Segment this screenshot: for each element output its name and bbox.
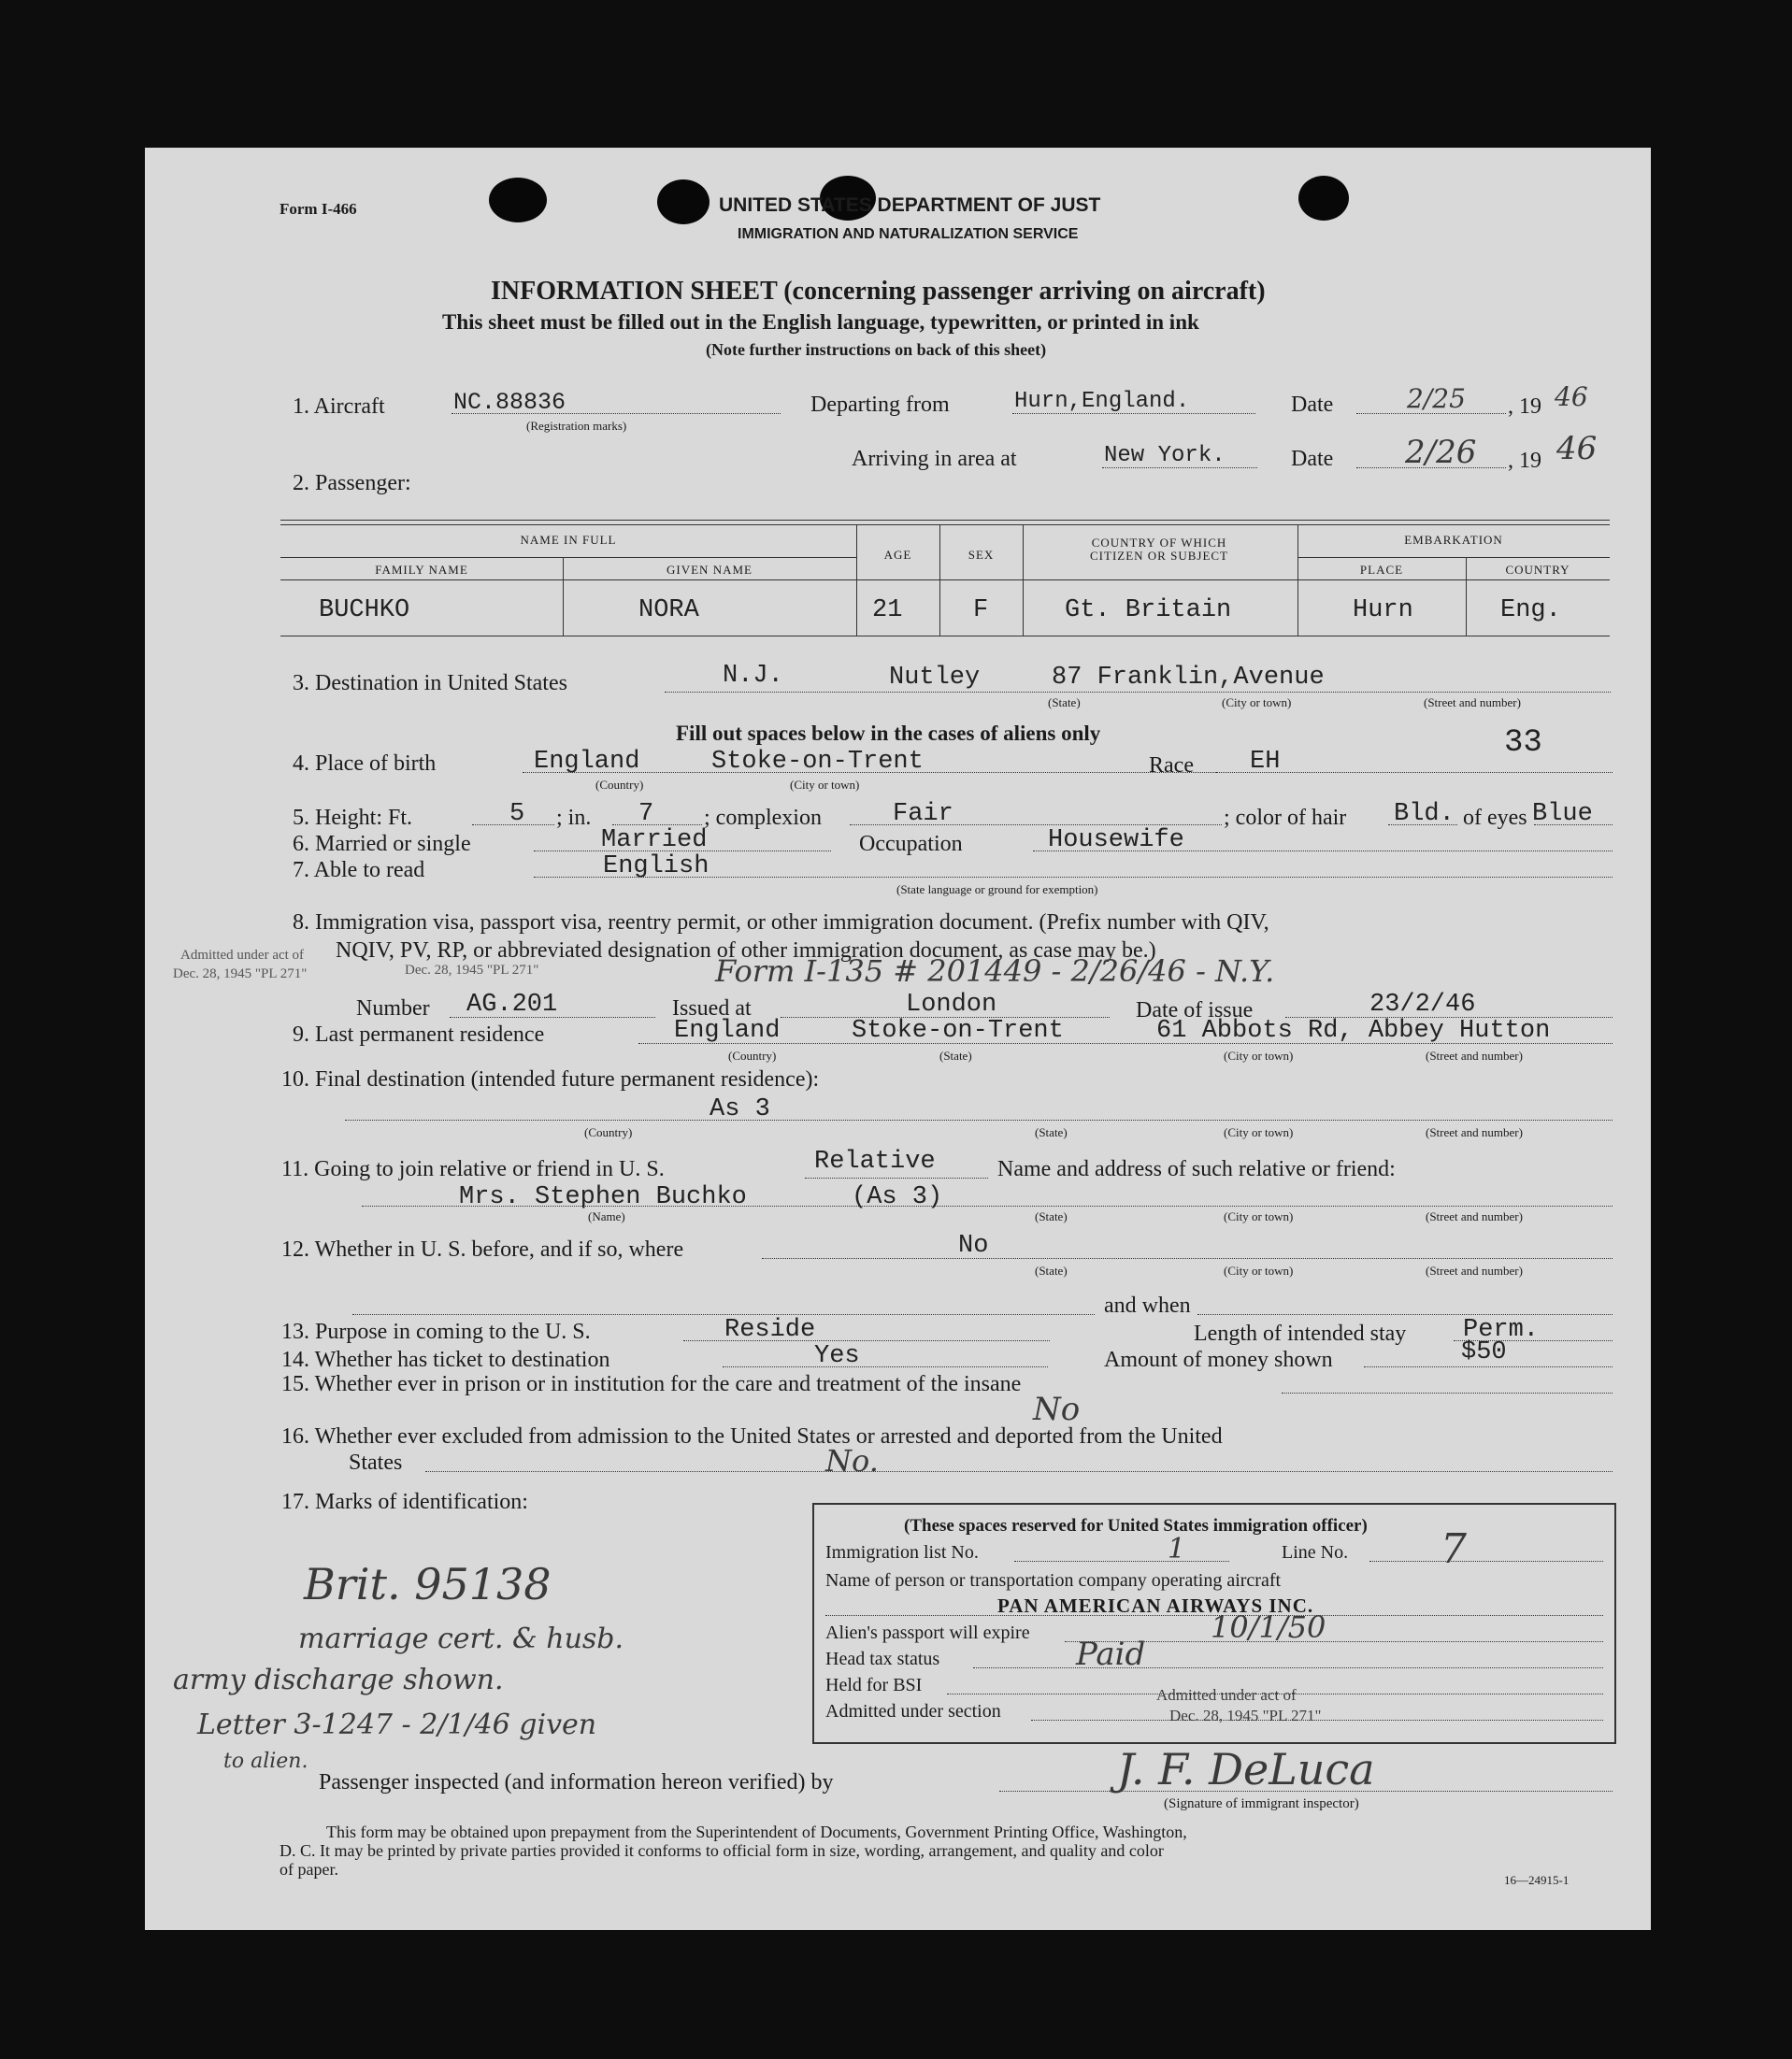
race-value: EH: [1250, 748, 1281, 776]
previous-visit-city-caption: (City or town): [1224, 1264, 1294, 1278]
excluded-question-line2: States: [349, 1451, 403, 1475]
age-header: AGE: [883, 548, 912, 562]
document-number-label: Number: [356, 996, 430, 1021]
aircraft-label: 1. Aircraft: [293, 394, 385, 419]
birthplace-label: 4. Place of birth: [293, 751, 437, 776]
race-label: Race: [1149, 753, 1194, 778]
relative-city-caption: (City or town): [1224, 1209, 1294, 1223]
money-value: $50: [1461, 1338, 1507, 1366]
arrival-date-label: Date: [1291, 447, 1334, 471]
footer-line-3: of paper.: [280, 1860, 338, 1879]
last-residence-state: Stoke-on-Trent: [852, 1017, 1064, 1045]
document-question-line2: NQIV, PV, RP, or abbreviated designation of other immigration document, as case may be.): [336, 938, 1156, 963]
issued-at-label: Issued at: [672, 996, 752, 1021]
previous-visit-street-caption: (Street and number): [1426, 1264, 1523, 1278]
final-destination-street-caption: (Street and number): [1426, 1125, 1523, 1139]
money-label: Amount of money shown: [1104, 1348, 1333, 1372]
form-note: (Note further instructions on back of this sheet): [706, 340, 1047, 359]
last-residence-street: 61 Abbots Rd, Abbey Hutton: [1156, 1017, 1551, 1045]
last-residence-city-caption: (City or town): [1224, 1049, 1294, 1063]
punch-hole-middle: [657, 179, 710, 224]
sex-header: SEX: [968, 548, 995, 562]
final-destination-city-caption: (City or town): [1224, 1125, 1294, 1139]
occupation-label: Occupation: [859, 832, 963, 856]
given-name-header: GIVEN NAME: [667, 563, 753, 577]
service-name: IMMIGRATION AND NATURALIZATION SERVICE: [738, 226, 1079, 242]
aircraft-value: NC.88836: [453, 389, 566, 416]
operator-name: PAN AMERICAN AIRWAYS INC.: [997, 1594, 1314, 1617]
destination-label: 3. Destination in United States: [293, 671, 567, 695]
operator-label: Name of person or transportation company operating aircraft: [825, 1570, 1282, 1591]
punch-hole-left: [489, 178, 547, 222]
arrival-year-prefix: , 19: [1508, 449, 1541, 473]
relative-address: (As 3): [852, 1183, 943, 1211]
department-name: UNITED STATES DEPARTMENT OF JUST: [719, 194, 1101, 216]
embarkation-header: EMBARKATION: [1404, 533, 1503, 547]
final-destination-value: As 3: [710, 1095, 770, 1123]
arrival-date: 2/26: [1405, 434, 1477, 471]
previous-us-visit-label: 12. Whether in U. S. before, and if so, where: [281, 1237, 684, 1262]
inspector-signature: J. F. DeLuca: [1117, 1744, 1375, 1794]
form-title: INFORMATION SHEET (concerning passenger arriving on aircraft): [491, 277, 1266, 306]
relative-friend-label: 11. Going to join relative or friend in U. S.: [281, 1157, 665, 1181]
read-ability-label: 7. Able to read: [293, 858, 425, 882]
officer-box-title: (These spaces reserved for United States immigration officer): [904, 1516, 1368, 1536]
complexion-label: ; complexion: [704, 806, 822, 830]
departing-value: Hurn,England.: [1014, 389, 1190, 414]
officer-reserved-box: [812, 1503, 1616, 1744]
admitted-stamp-middle: Dec. 28, 1945 "PL 271": [405, 963, 539, 978]
relative-street-caption: (Street and number): [1426, 1209, 1523, 1223]
head-tax-label: Head tax status: [825, 1649, 940, 1669]
last-residence-street-caption: (Street and number): [1426, 1049, 1523, 1063]
admitted-stamp-left-1: Admitted under act of: [180, 948, 305, 963]
name-in-full-header: NAME IN FULL: [520, 533, 617, 547]
height-feet-label: 5. Height: Ft.: [293, 806, 413, 830]
last-residence-country: England: [674, 1017, 781, 1045]
line-number: 7: [1441, 1525, 1467, 1573]
identification-note-5: to alien.: [223, 1750, 308, 1773]
registration-caption: (Registration marks): [526, 419, 627, 433]
purpose-label: 13. Purpose in coming to the U. S.: [281, 1320, 591, 1344]
embarkation-place-header: PLACE: [1359, 563, 1404, 577]
inspected-by-label: Passenger inspected (and information hereon verified) by: [319, 1770, 834, 1794]
arrival-year: 46: [1556, 430, 1598, 467]
hair-color: Bld.: [1394, 800, 1455, 828]
prison-answer: No: [1033, 1391, 1081, 1428]
immigration-list-number: 1: [1168, 1533, 1186, 1566]
and-when-label: and when: [1104, 1294, 1191, 1318]
passenger-label: 2. Passenger:: [293, 471, 411, 495]
eye-color-label: of eyes: [1463, 806, 1527, 830]
marital-status-label: 6. Married or single: [293, 832, 471, 856]
height-feet: 5: [509, 800, 525, 828]
destination-city-caption: (City or town): [1222, 695, 1292, 709]
identification-note-4: Letter 3-1247 - 2/1/46 given: [197, 1709, 597, 1741]
destination-state-caption: (State): [1048, 695, 1081, 709]
purpose-value: Reside: [724, 1316, 816, 1344]
departure-date-label: Date: [1291, 393, 1334, 417]
birth-country-caption: (Country): [595, 778, 644, 792]
final-destination-state-caption: (State): [1035, 1125, 1068, 1139]
eye-color: Blue: [1532, 800, 1593, 828]
destination-city: Nutley: [889, 664, 981, 692]
hair-color-label: ; color of hair: [1224, 806, 1347, 830]
height-inches-label: ; in.: [556, 806, 592, 830]
arriving-label: Arriving in area at: [852, 447, 1017, 471]
previous-visit-state-caption: (State): [1035, 1264, 1068, 1278]
relative-state-caption: (State): [1035, 1209, 1068, 1223]
identification-note-1: Brit. 95138: [304, 1559, 552, 1609]
final-destination-country-caption: (Country): [584, 1125, 633, 1139]
immigration-list-label: Immigration list No.: [825, 1542, 979, 1563]
arriving-value: New York.: [1104, 443, 1226, 468]
embarkation-country-header: COUNTRY: [1505, 563, 1570, 577]
last-residence-label: 9. Last permanent residence: [293, 1022, 545, 1047]
relative-name: Mrs. Stephen Buchko: [459, 1183, 747, 1211]
aliens-only-note: Fill out spaces below in the cases of aliens only: [676, 722, 1101, 745]
ticket-value: Yes: [814, 1342, 860, 1370]
document-question-line1: 8. Immigration visa, passport visa, reentry permit, or other immigration document. (Prefix number with QIV,: [293, 910, 1269, 935]
issue-date-label: Date of issue: [1136, 998, 1254, 1022]
family-name-header: FAMILY NAME: [375, 563, 468, 577]
passport-expiry-label: Alien's passport will expire: [825, 1623, 1030, 1643]
final-destination-label: 10. Final destination (intended future permanent residence):: [281, 1067, 820, 1092]
departure-year-prefix: , 19: [1508, 394, 1541, 419]
height-inches: 7: [638, 800, 654, 828]
birth-city: Stoke-on-Trent: [711, 748, 924, 776]
departure-year: 46: [1555, 381, 1588, 412]
inspector-signature-caption: (Signature of immigrant inspector): [1164, 1796, 1359, 1811]
footer-line-2: D. C. It may be printed by private parties provided it conforms to official form in size, wording, arrangement, and quality and color: [280, 1841, 1164, 1860]
stay-length-label: Length of intended stay: [1194, 1322, 1407, 1346]
passenger-family-name: BUCHKO: [319, 596, 410, 624]
complexion-value: Fair: [893, 800, 953, 828]
relative-name-caption: (Name): [588, 1209, 625, 1223]
passenger-sex: F: [973, 596, 989, 624]
admitted-section-label: Admitted under section: [825, 1701, 1001, 1722]
race-note: 33: [1504, 725, 1542, 761]
identification-marks-label: 17. Marks of identification:: [281, 1490, 528, 1514]
last-residence-country-caption: (Country): [728, 1049, 777, 1063]
read-language: English: [603, 852, 710, 880]
prison-question-label: 15. Whether ever in prison or in institution for the care and treatment of the insane: [281, 1372, 1022, 1396]
admitted-stamp-1: Admitted under act of: [1156, 1686, 1297, 1704]
held-bsi-label: Held for BSI: [825, 1675, 923, 1695]
read-language-caption: (State language or ground for exemption): [896, 882, 1098, 896]
footer-code: 16—24915-1: [1504, 1873, 1570, 1887]
passenger-age: 21: [872, 596, 903, 624]
issue-date: 23/2/46: [1369, 991, 1476, 1019]
form-sheet: [145, 148, 1651, 1930]
relative-friend-value: Relative: [814, 1148, 936, 1176]
issued-at-value: London: [906, 991, 997, 1019]
passenger-citizenship: Gt. Britain: [1065, 596, 1232, 624]
embarkation-country: Eng.: [1500, 596, 1561, 624]
destination-street-caption: (Street and number): [1424, 695, 1521, 709]
destination-street: 87 Franklin,Avenue: [1052, 664, 1325, 692]
birth-country: England: [534, 748, 640, 776]
birth-city-caption: (City or town): [790, 778, 860, 792]
form-number: Form I-466: [280, 200, 357, 218]
document-number: AG.201: [466, 991, 558, 1019]
occupation-value: Housewife: [1048, 826, 1184, 854]
citizenship-header: COUNTRY OF WHICH CITIZEN OR SUBJECT: [1090, 536, 1228, 563]
admitted-stamp-2: Dec. 28, 1945 "PL 271": [1169, 1707, 1322, 1724]
punch-hole-far-right: [1298, 176, 1349, 221]
admitted-stamp-left-2: Dec. 28, 1945 "PL 271": [173, 966, 308, 981]
embarkation-place: Hurn: [1353, 596, 1413, 624]
passport-expiry: 10/1/50: [1211, 1609, 1326, 1645]
last-residence-state-caption: (State): [939, 1049, 972, 1063]
departing-label: Departing from: [810, 393, 950, 417]
footer-line-1: This form may be obtained upon prepayment from the Superintendent of Documents, Government Printing Office, Washington,: [326, 1823, 1187, 1841]
ticket-label: 14. Whether has ticket to destination: [281, 1348, 610, 1372]
previous-us-visit-value: No: [958, 1232, 989, 1260]
relative-name-address-label: Name and address of such relative or friend:: [997, 1157, 1396, 1181]
stay-length-value: Perm.: [1463, 1316, 1540, 1344]
identification-note-2: marriage cert. & husb.: [298, 1623, 624, 1655]
departure-date: 2/25: [1407, 383, 1466, 414]
marital-status: Married: [601, 826, 708, 854]
head-tax-status: Paid: [1076, 1636, 1146, 1673]
line-number-label: Line No.: [1282, 1542, 1349, 1563]
destination-state: N.J.: [723, 662, 783, 690]
document-handwritten-note: Form I-135 # 201449 - 2/26/46 - N.Y.: [715, 953, 1275, 989]
excluded-question-line1: 16. Whether ever excluded from admission to the United States or arrested and deported from the United: [281, 1424, 1223, 1449]
passenger-given-name: NORA: [638, 596, 699, 624]
form-subtitle: This sheet must be filled out in the English language, typewritten, or printed in ink: [442, 310, 1199, 334]
identification-note-3: army discharge shown.: [173, 1664, 504, 1696]
excluded-answer: No.: [825, 1443, 879, 1479]
